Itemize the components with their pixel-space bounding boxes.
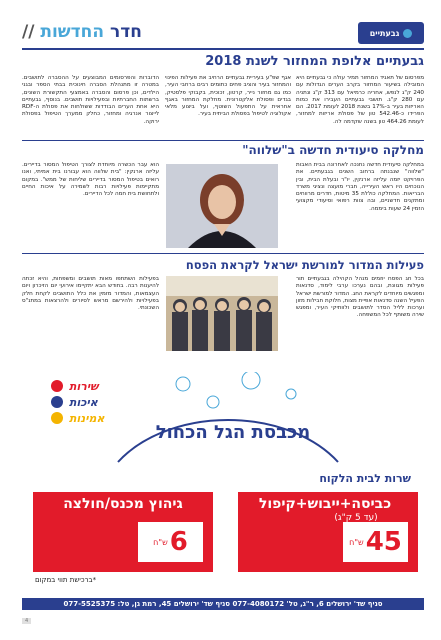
- logo-circle-icon: [403, 29, 412, 38]
- article3-col-left: [22, 276, 159, 312]
- article3-title: פעילות המדור למורשת ישראל לקראת הפסח: [185, 258, 424, 272]
- offer-wash-currency: ש"ח: [349, 537, 364, 547]
- giv-logo: [358, 22, 424, 44]
- article1-text-right: מפרסום של תאגיד המחזור תמיר עולה כי גבעתיים היא המובילה בשיעור המחזור בקרב הערים הגדולות עם 240 ק"ג לנפש, אחריה כרמיאל עם 313 ק"ג ונתניה עם 280 ק"ג. תושבי גבעתיים העבירו את כמות האריזות בעיר ב-17% בשנת 2018 לעומת 2017. הם הפרידו כ-542.46 טון של פסולת אריזות למחזור, לעומת 464.26 טון בשנה שקדמה לה.: [296, 75, 424, 125]
- article2-col-left: [22, 162, 159, 198]
- article3-text-left: בפעילות השתתפו מאות תושבים ומשפחות, והיא זכתה להיענות רבה. בחודש הבא יתקיימו אירועי יום הזיכרון ויום העצמאות, והמדור מזמין את כלל התושבים לקחת חלק בפעילויות ולהירשם מראש לסיורים ולהרצאות במתנ"ס השכונתי.: [22, 276, 159, 312]
- page-number: 4: [22, 618, 31, 624]
- ad-tagline: שרות לבית הלקוח: [319, 472, 411, 485]
- article1-col-middle: [165, 75, 291, 119]
- offer-iron-price-value: 6: [169, 527, 188, 557]
- section-title: [22, 22, 142, 42]
- ad-footnote: *ברכישת תווי במקום: [35, 576, 97, 584]
- article2-text-left: הוא עבר הכשרה מיוחדת לצורך הטיפול המסור בדיירים. עליזה ארנקין: "בית שלווה הוא עבורנו בית אמיתי, ואנו רואים בטיפול המסור בדיירים שליחות של ממש". במקום מתקיימות פעילויות רבות לשמירה על איכות החיים ולתחושת בית חמה לכל הדיירים.: [22, 162, 159, 198]
- group-photo-image: [166, 276, 278, 351]
- offer-wash-price: [345, 522, 406, 562]
- section-header: [22, 20, 424, 48]
- page-footer: [22, 618, 424, 628]
- article3-photo-group: [166, 276, 278, 351]
- article1-title: גבעתיים אלופת המחזור לשנת 2018: [205, 54, 424, 69]
- portrait-image: [166, 164, 278, 248]
- article2-col-right: [296, 162, 424, 213]
- article1-text-left: הדוברות והפרסומים המבוצעים על ההסברה לתושבים. במטרה זו מתנהלת הסברה חינוכית בבתי הספר ובגני הילדים, וכן פרסום והסברה באמצעי התקשורת השונים, ברשתות החברתיות ובפעילויות תושבים. בנוסף, גבעתיים היא אחת הערים הבודדות ששולחות את פסולת ה-RDF לייצור אנרגיה ומחזור, כחלק ממערך הטיפול בפסולת ירוקה.: [22, 75, 159, 125]
- section-prefix: חדר: [109, 22, 142, 42]
- article3-col-right: [296, 276, 424, 320]
- slogan-reliability: אמינות: [69, 412, 105, 425]
- ad-branches-footer: סניף שד' ירושלים 6, ר"ג, טל' 077-4080172 סניף שד' ירושלים 45, רמת גן, טל: 077-5525375: [22, 598, 424, 610]
- section-title-main: החדשות: [40, 22, 105, 42]
- offer-iron-currency: ש"ח: [153, 537, 168, 547]
- offer-wash-sub: (עד 5 ק"ג): [334, 513, 378, 523]
- offer-iron-title: גיהוץ מכנס/חולצה: [63, 496, 183, 512]
- laundry-advertisement: [23, 372, 425, 590]
- article2-photo-portrait: [166, 164, 278, 248]
- offer-wash-price-value: 45: [365, 527, 402, 557]
- header-rule: [22, 48, 424, 50]
- logo-text: גבעתיים: [369, 28, 400, 38]
- divider-1: [22, 140, 424, 141]
- section-separator: //: [22, 22, 35, 42]
- article3-text-right: בכל חג הפסח יוזמים מנהל הקהילה בגבעתיים תור פעילות מגוונת, ובהם נערכו ערבי לימוד, סדנאות ומפגשים מיוחדים לקראת החג. המדור למורשת ישראל הפעיל השנה סדנאות אפיית מצות, חלוקת חבילות מזון וערכות לליל הסדר לתושבים ולוותיקי העיר, ומפגש שירה משותף לכל המשפחה.: [296, 276, 424, 319]
- offer-wash-title: כביסה+ייבוש+קיפול: [258, 496, 392, 512]
- offer-iron-price: [140, 522, 201, 562]
- article2-text-right: במחלקה סיעודית חדשה נחנכה לאחרונה בבית האבות "שלווה" שנבנתה ברחוב השנים בגבעתיים. את הפרויקט יזמה עליזה ארנקין, יו"ר ובעלת הבית, ובין הנוכחים היו ראש העירייה, חברי מועצה ונציגי משרד הבריאות. המחלקה כוללת 35 מיטות, חדרים מרווחים ומתקנים חדשניים, ובה צוות רפואי וסיעודי מקצועי הזמין 24 שעות ביממה.: [296, 162, 424, 212]
- slogan-service: שירות: [69, 380, 99, 393]
- article1-col-right: [296, 75, 424, 126]
- article2-title: מחלקה סיעודית חדשה ב"שלווה": [242, 143, 424, 157]
- slogan-quality: איכות: [69, 396, 98, 409]
- brand-name: מכבסת הגל הכחול: [155, 422, 311, 443]
- article1-text-middle: אגף שפ"ע בעיריית גבעתיים הרחיב את פעילות הפינוי והמחזור בעיר והציב פחים כתומים רבים ברחבי העיר, כמו גם מחזור נייר, קרטון, זכוכית, בקבוקי פלסטיק, בגדים ופסולת אלקטרונית. מחלקת המחזור באגף אחראית על התפעול השוטף, ועל ביצוע מלאי אקולוגיה לטיפול בפסולת הביתית בעיר.: [165, 75, 291, 118]
- article1-col-left: [22, 75, 159, 126]
- divider-2: [22, 253, 424, 254]
